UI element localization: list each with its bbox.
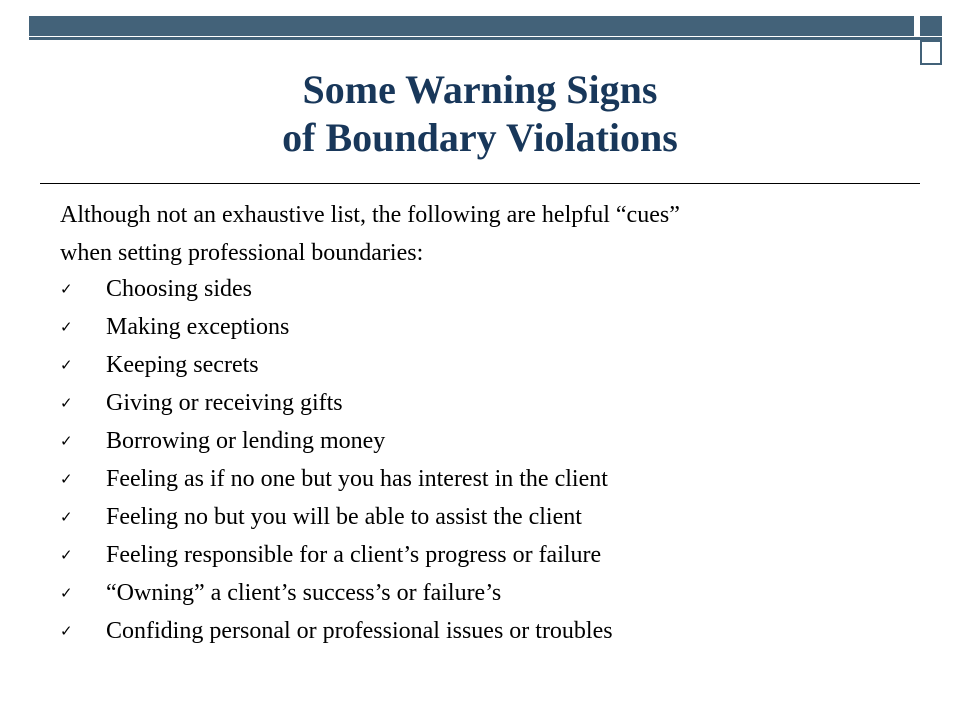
list-item (60, 422, 613, 460)
list-item (60, 536, 613, 574)
list-item-label: Feeling as if no one but you has interest in the client (106, 466, 608, 492)
list-item-label: “Owning” a client’s success’s or failure’s (106, 580, 502, 606)
list-item (60, 308, 613, 346)
check-icon: ✓ (60, 280, 73, 298)
warning-signs-list (60, 270, 613, 650)
list-item (60, 346, 613, 384)
check-icon: ✓ (60, 508, 73, 526)
check-icon: ✓ (60, 622, 73, 640)
title-line-1: Some Warning Signs (302, 67, 658, 112)
list-item-label: Making exceptions (106, 314, 290, 340)
check-icon: ✓ (60, 584, 73, 602)
check-icon: ✓ (60, 432, 73, 450)
title-divider (40, 183, 920, 184)
check-icon: ✓ (60, 356, 73, 374)
list-item-label: Feeling responsible for a client’s progress or failure (106, 542, 602, 568)
check-icon: ✓ (60, 470, 73, 488)
list-item (60, 270, 613, 308)
list-item-label: Feeling no but you will be able to assist the client (106, 504, 582, 530)
intro-text (60, 196, 920, 272)
intro-line-2: when setting professional boundaries: (60, 240, 424, 266)
header-accent-outline-square (920, 40, 942, 65)
list-item (60, 498, 613, 536)
check-icon: ✓ (60, 546, 73, 564)
check-icon: ✓ (60, 318, 73, 336)
check-icon: ✓ (60, 394, 73, 412)
slide-title (0, 66, 960, 162)
list-item-label: Keeping secrets (106, 352, 259, 378)
header-accent-bar (29, 16, 914, 36)
title-line-2: of Boundary Violations (282, 115, 678, 160)
list-item (60, 612, 613, 650)
list-item-label: Choosing sides (106, 276, 253, 302)
header-accent-line (29, 37, 942, 40)
header-accent-square (920, 16, 942, 36)
list-item-label: Borrowing or lending money (106, 428, 386, 454)
list-item (60, 460, 613, 498)
list-item (60, 574, 613, 612)
list-item-label: Giving or receiving gifts (106, 390, 343, 416)
list-item (60, 384, 613, 422)
intro-line-1: Although not an exhaustive list, the following are helpful “cues” (60, 202, 680, 228)
list-item-label: Confiding personal or professional issues or troubles (106, 618, 613, 644)
